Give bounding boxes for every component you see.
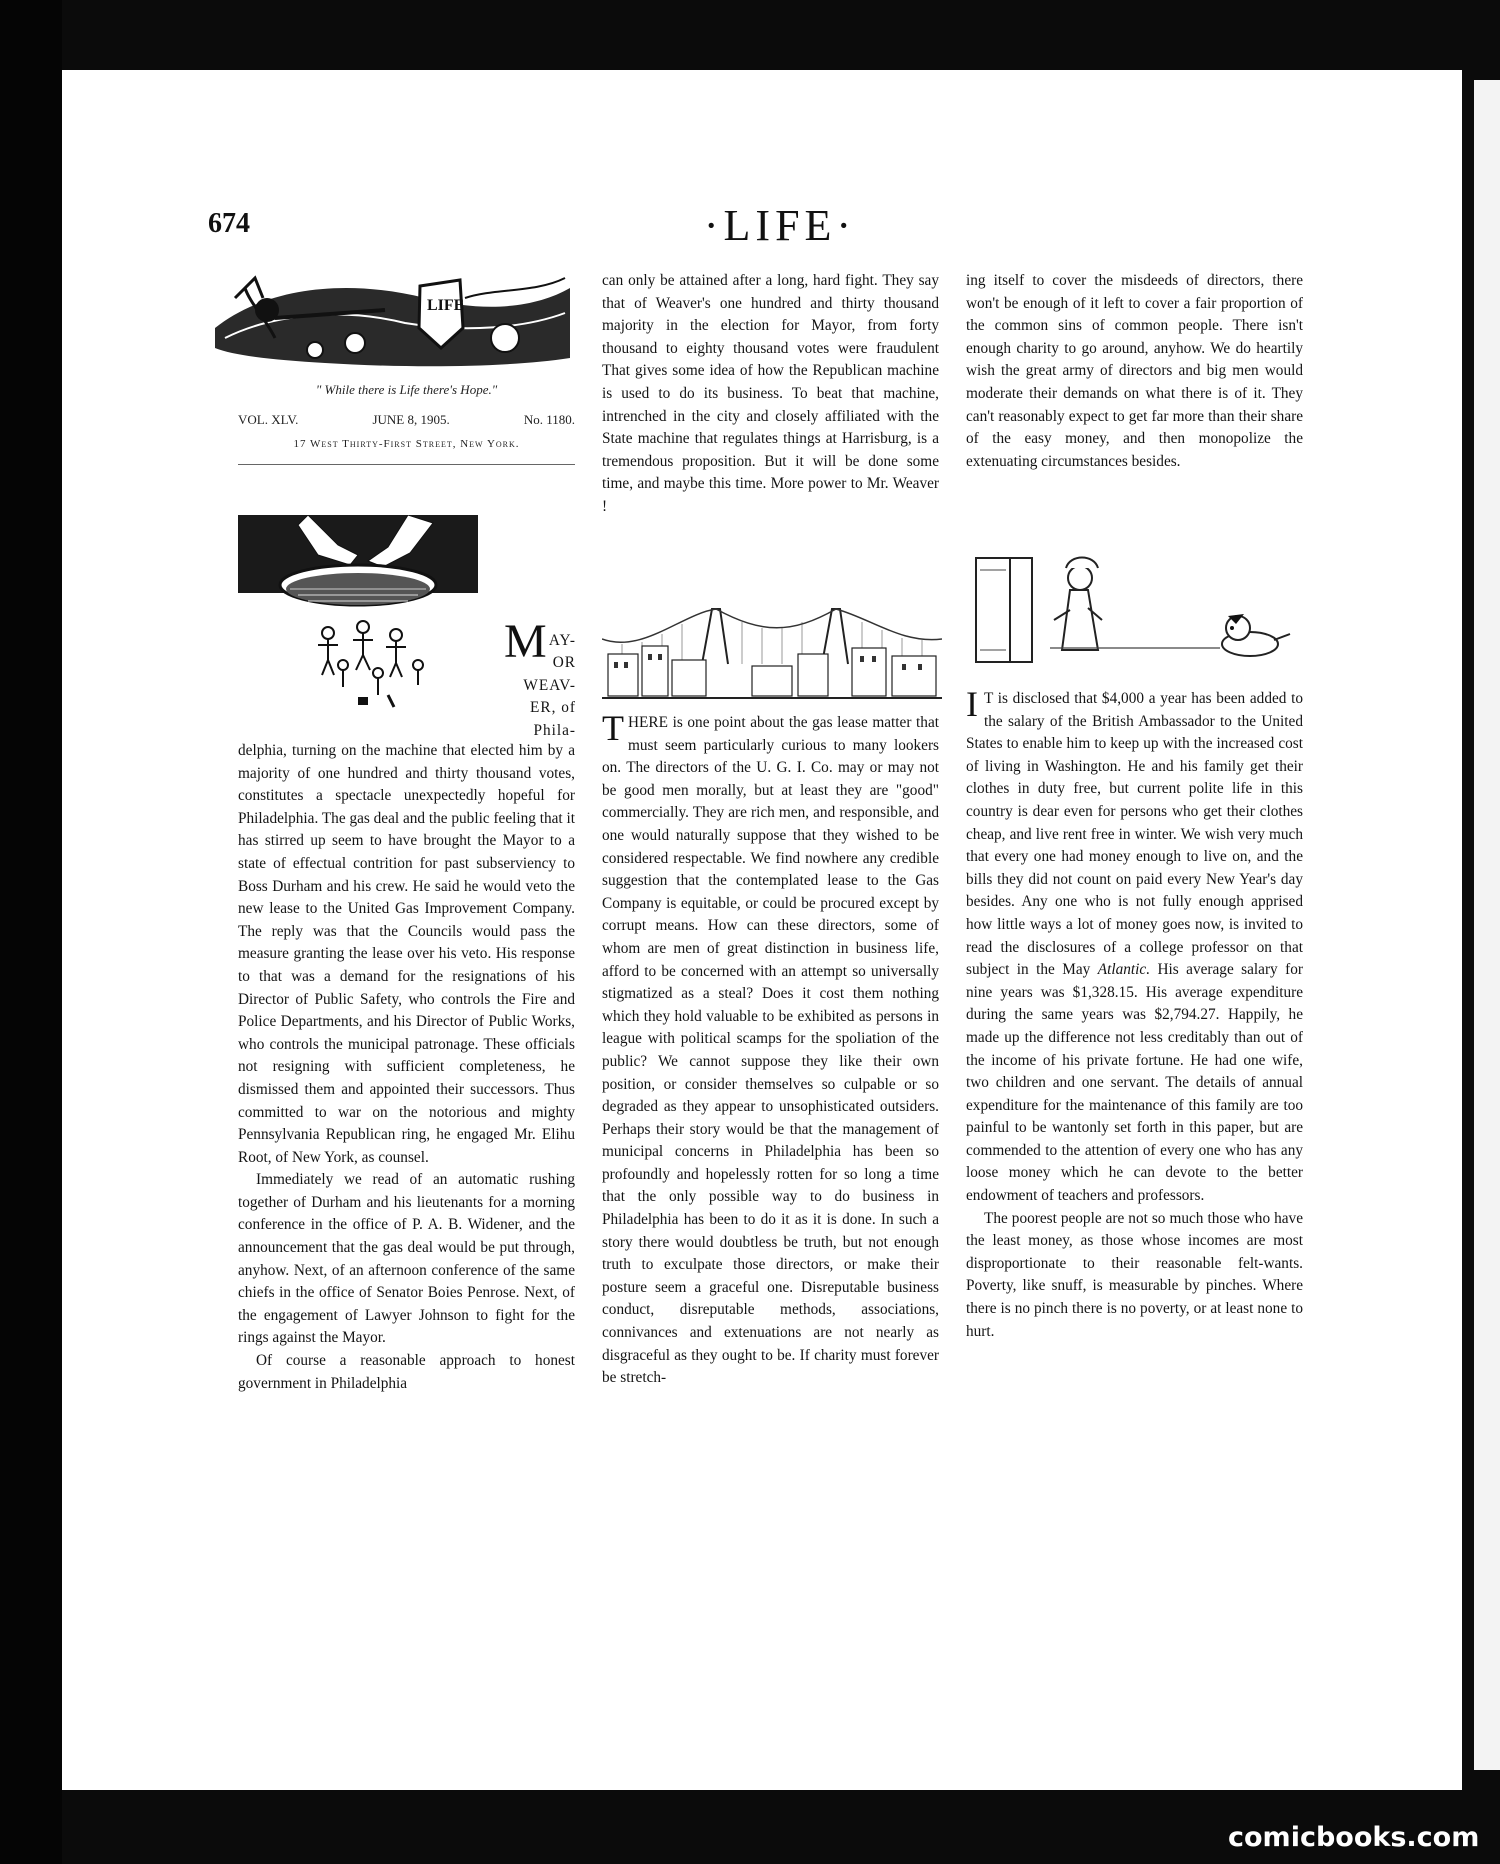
mayor-line: Phila- <box>533 721 576 739</box>
volume-number: VOL. XLV. <box>238 412 299 427</box>
magazine-title: Atlantic. <box>1097 961 1151 979</box>
article-paragraph: ing itself to cover the misdeeds of directors, there won't be enough of it left to cover a fair proportion of the common sins of common people. There isn't enough charity to go around, anyhow. We do heartily wish the great army of directors and big men would moderate their demands on what there is of it. They can't reasonably expect to get far more than their share of the easy money, and then monopolize the extenuating circumstances besides. <box>966 272 1303 470</box>
article-paragraph: Immediately we read of an automatic rushing together of Durham and his lieutenants for a morning conference in the office of P. A. B. Widener, and the announcement that the gas deal would be put through, anyhow. Next, of an afternoon conference of the same chiefs in the office of Senator Boies Penrose. Next, of the engagement of Lawyer Johnson to fight for the rings against the Mayor. <box>238 1171 575 1347</box>
masthead-illustration <box>205 268 575 374</box>
adjacent-page-edge <box>1474 80 1500 1770</box>
page-number: 674 <box>208 208 250 239</box>
dropcap-i: I <box>966 684 978 724</box>
masthead-title: ·LIFE· <box>703 201 857 250</box>
article-paragraph: delphia, turning on the machine that elected him by a majority of one hundred and thirty thousand votes, constitutes a spectacle unexpectedly hopeful for Philadelphia. The gas deal and the public feeling that it has stirred up seem to have brought the Mayor to a state of effectual contrition for past subserviency to Boss Durham and his crew. He said he would veto the new lease to the United Gas Improvement Company. The reply was that the Councils would pass the measure granting the lease over his veto. His response to that was a demand for the resignations of his Director of Public Safety, who controls the Fire and Police Departments, and his Director of Public Works, who controls the municipal patronage. These officials not resigning with sufficient completeness, he dismissed them and appointed their successors. Thus committed to war on the notorious and mighty Pennsylvania Republican ring, he engaged Mr. Elihu Root, of New York, as counsel. <box>238 742 576 1166</box>
issue-date: JUNE 8, 1905. <box>372 412 450 427</box>
sieve-cartoon <box>238 515 478 710</box>
bridge-cityscape-illustration <box>602 594 942 706</box>
watermark: comicbooks.com <box>1228 1822 1480 1853</box>
column-2-bottom <box>602 708 939 1390</box>
article-paragraph: The poorest people are not so much those who have the least money, as those whose incomes are most disproportionate to their reasonable felt-wants. Poverty, like snuff, is measurable by pinches. Where there is no pinch there is no poverty, or at least none to hurt. <box>966 1209 1303 1340</box>
wardrobe-lady-dog-illustration <box>970 550 1310 670</box>
column-3-top <box>966 270 1303 473</box>
issue-number: No. 1180. <box>523 412 575 427</box>
dropcap-t: T <box>602 708 624 748</box>
column-3-bottom <box>966 684 1303 1343</box>
paragraph-text: His average salary for nine years was $1,328.15. His average expenditure during the same years was $2,794.27. Happily, he made up the difference not less creditably than out of the income of his private fortune. He had one wife, two children and one servant. The details of annual expenditure for the maintenance of this family are too painful to be wantonly set forth in this paper, but are commended to the attention of every one who has any loose money which he can devote to the better endowment of teachers and professors. <box>966 961 1303 1205</box>
masthead-motto: " While there is Life there's Hope." <box>315 382 498 397</box>
column-2-top <box>602 270 939 519</box>
article-paragraph <box>966 684 1303 1208</box>
masthead-rule <box>238 464 575 465</box>
volume-line <box>238 412 575 428</box>
scan-border <box>0 0 62 1864</box>
mayor-line: AY- <box>548 632 576 649</box>
office-address: 17 West Thirty-First Street, New York. <box>293 438 520 450</box>
article-paragraph: Of course a reasonable approach to honest government in Philadelphia <box>238 1352 575 1392</box>
mayor-line: WEAV- <box>523 676 576 694</box>
mayor-line: OR <box>552 654 576 672</box>
shield-label: LIFE <box>427 297 465 314</box>
column-1 <box>238 740 575 1395</box>
mayor-weaver-heading <box>486 630 576 742</box>
dropcap-m: M <box>504 615 547 668</box>
article-paragraph: can only be attained after a long, hard fight. They say that of Weaver's one hundred and thirty thousand majority in the election for Mayor, from forty thousand to eighty thousand votes were fraudulent That gives some idea of how the Republican machine is used to do its business. To beat that machine, intrenched in the city and closely affiliated with the State machine that regulates things at Harrisburg, is a tremendous proposition. But it will be done some time, and maybe this time. More power to Mr. Weaver ! <box>602 272 939 515</box>
paragraph-text: T is disclosed that $4,000 a year has been added to the salary of the British Ambassador to the United States to enable him to keep up with the increased cost of living in Washington. He and his family get their clothes in duty free, but current polite life in this country is dear even for persons who get their clothes cheap, and live rent free in winter. We wish very much that every one had money enough to live on, and the bills they did not count on paid every New Year's day besides. Any one who is not fully enough apprised how little ways a lot of money goes now, is invited to read the disclosures of a college professor on that subject in the May <box>966 690 1303 979</box>
mayor-line: ER, of <box>530 699 576 717</box>
paragraph-text: HERE is one point about the gas lease matter that must seem particularly curious to many lookers on. The directors of the U. G. I. Co. may or may not be good men morally, but at least they are "good" commercially. They are rich men, and responsible, and one would naturally suppose that they wished to be considered respectable. We find nowhere any credible suggestion that the contemplated lease to the Gas Company is equitable, or could be procured except by corrupt means. How can these directors, some of whom are men of great distinction in business life, afford to be concerned with an attempt so universally stigmatized as a steal? Does it cost them nothing which they hold valuable to be exhibited as persons in league with political scamps for the spoliation of the public? We cannot suppose they like their own position, or consider themselves so culpable or so degraded as they appear to unsophisticated outsiders. Perhaps their story would be that the management of municipal concerns in Philadelphia has been so profoundly and hopelessly rotten for so long a time that the only possible way to do business in Philadelphia has been to do it as it is done. In such a story there would doubtless be truth, but not enough truth to exculpate those directors, or make their posture seem a graceful one. Disreputable business conduct, disreputable methods, associations, connivances and extenuations are not nearly as disgraceful as they ought to be. If charity must forever be stretch- <box>602 714 939 1387</box>
article-paragraph <box>602 708 939 1390</box>
